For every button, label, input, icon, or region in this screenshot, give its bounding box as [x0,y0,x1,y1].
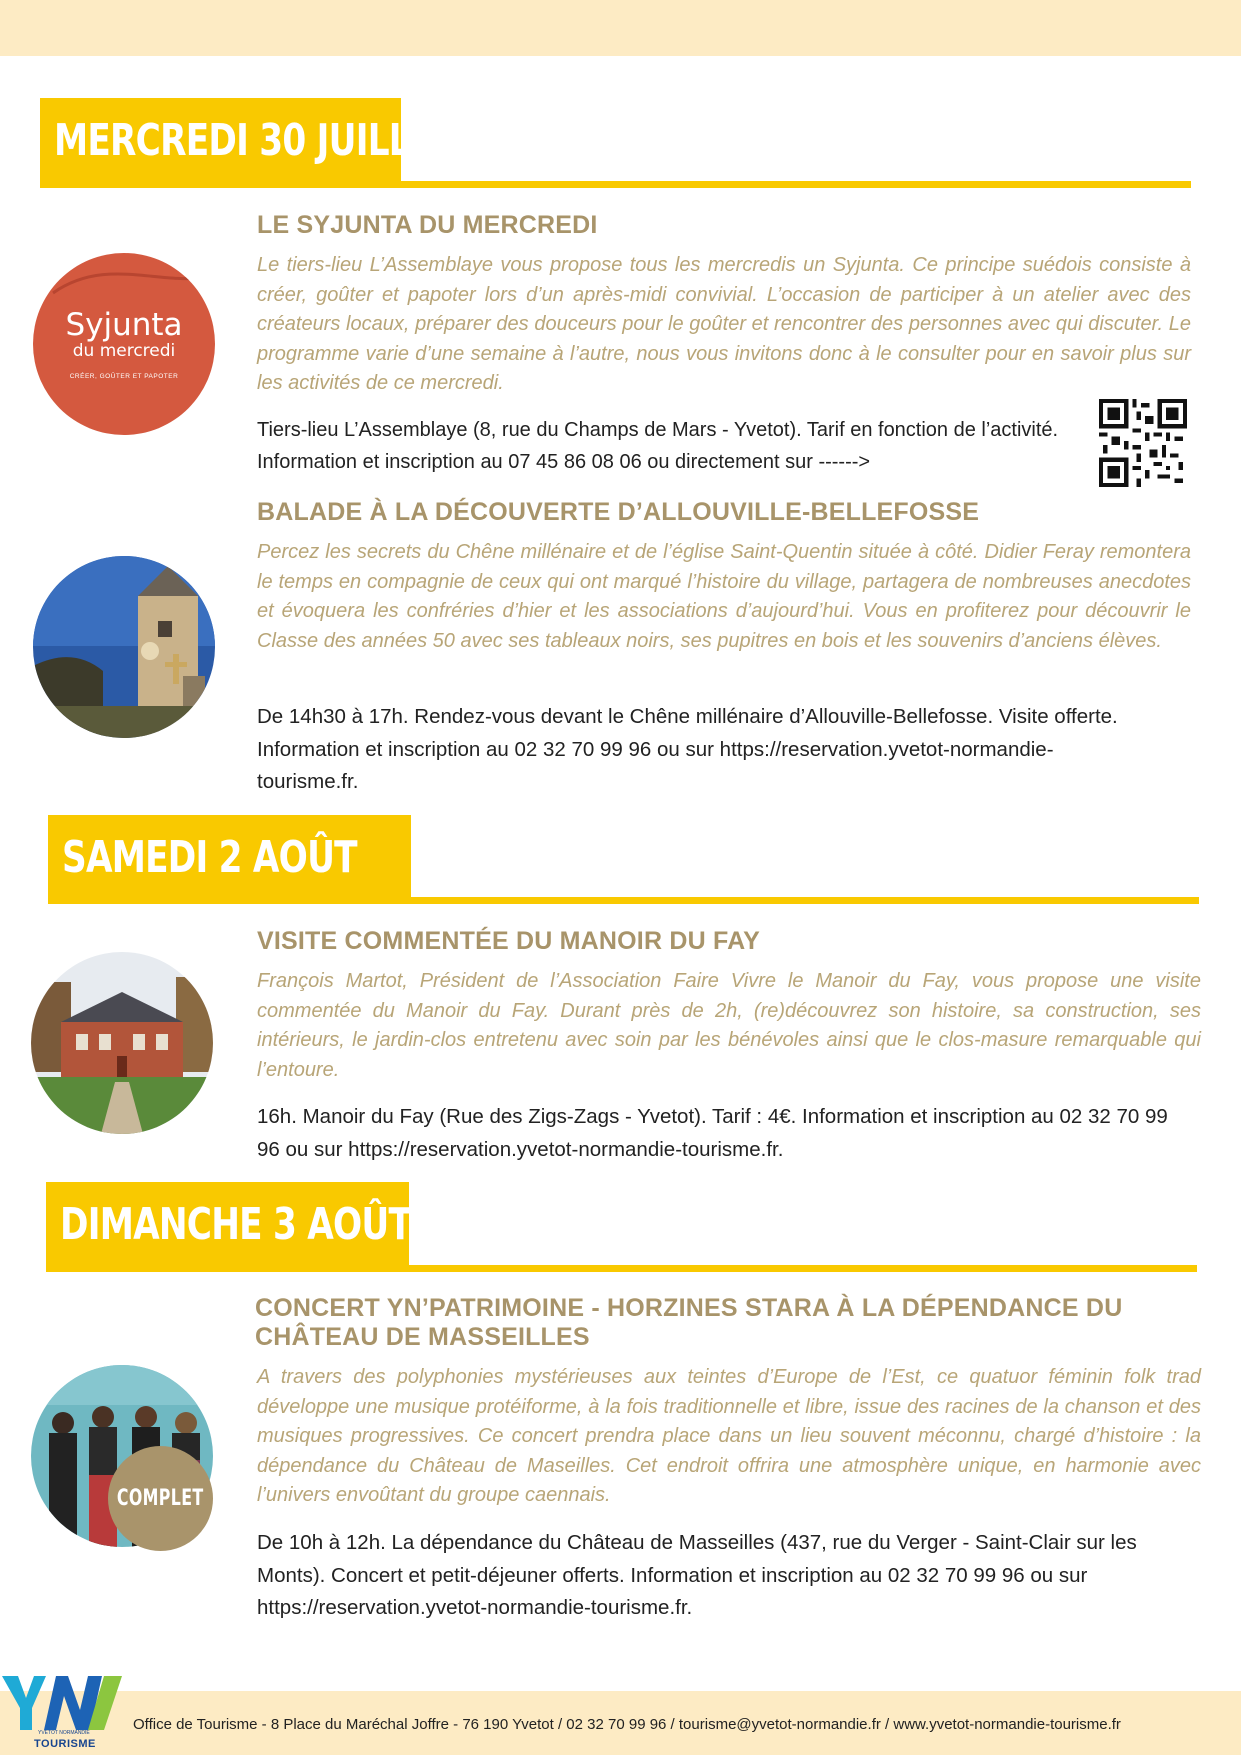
manor-photo [31,952,213,1134]
church-photo [33,556,215,738]
day-banner-1 [40,98,456,184]
event-description: Le tiers-lieu L’Assemblaye vous propose tous les mercredis un Syjunta. Ce principe suédois consiste à créer, goûter et papoter lors d’un après-midi convivial. L’occasion de participer à un atelier avec des créateurs locaux, préparer des douceurs pour le goûter et rencontrer des personnes avec qui discuter. Le programme varie d’une semaine à l’autre, nous vous invitons donc à le consulter pour en savoir plus sur les activités de ce mercredi. [257,254,1191,394]
event-title: VISITE COMMENTÉE DU MANOIR DU FAY [257,927,760,955]
event-description: Percez les secrets du Chêne millénaire et de l’église Saint-Quentin située à côté. Didier Feray remontera le temps en compagnie de ceux qui ont marqué l’histoire du village, partagera de nombreuses anecdotes et évoquera les confréries d’hier et les associations d’aujourd’hui. Vous en profiterez pour découvrir le Classe des années 50 avec ses tableaux noirs, ses pupitres en bois et les souvenirs d’anciens élèves. [257,541,1191,652]
day-divider [48,897,1199,904]
event-title: BALADE À LA DÉCOUVERTE D’ALLOUVILLE-BELLEFOSSE [257,498,980,526]
syjunta-logo [33,253,215,435]
event-title: LE SYJUNTA DU MERCREDI [257,211,598,239]
day-banner-3 [46,1182,412,1268]
qr-code-icon[interactable] [1099,399,1187,487]
event-info: De 10h à 12h. La dépendance du Château de Masseilles (437, rue du Verger - Saint-Clair sur les Monts). Concert et petit-déjeuner offerts. Information et inscription au 02 32 70 99 96 ou sur https://reservation.yvetot-normandie-tourisme.fr. [257,1531,1137,1619]
yn-logo-icon [0,1672,125,1734]
event-title: CONCERT YN’PATRIMOINE - HORZINES STARA À LA DÉPENDANCE DU CHÂTEAU DE MASSEILLES [255,1294,1123,1351]
day-banner-2 [48,815,411,901]
logo-line-1: Syjunta [65,306,183,343]
top-band [0,0,1241,56]
day-divider [40,181,1191,188]
day-divider [46,1265,1197,1272]
tourism-logo [0,1672,125,1755]
logo-line-2: du mercredi [72,340,176,361]
logo-subtitle: YVETOT NORMANDIE [38,1730,90,1736]
footer-contact: Office de Tourisme - 8 Place du Maréchal Joffre - 76 190 Yvetot / 02 32 70 99 96 / tourisme@yvetot-normandie.fr / www.yvetot-normandie-tourisme.fr [133,1716,1121,1733]
sold-out-badge [108,1446,213,1551]
logo-swoosh-icon [33,253,215,435]
event-description: François Martot, Président de l’Association Faire Vivre le Manoir du Fay, vous propose une visite commentée du Manoir du Fay. Durant près de 2h, (re)découvrez son histoire, sa construction, ses intérieurs, le jardin-clos entretenu avec soin par les bénévoles ainsi que le clos-masure remarquable qui l’entoure. [257,970,1201,1081]
event-info: 16h. Manoir du Fay (Rue des Zigs-Zags - Yvetot). Tarif : 4€. Information et inscription au 02 32 70 99 96 ou sur https://reservation.yvetot-normandie-tourisme.fr. [257,1105,1168,1161]
logo-line-3: CRÉER, GOÛTER ET PAPOTER [69,372,179,380]
event-info: De 14h30 à 17h. Rendez-vous devant le Chêne millénaire d’Allouville-Bellefosse. Visite offerte. Information et inscription au 02 32 70 99 96 ou sur https://reservation.yvetot-normandie-tourisme.fr. [257,705,1118,793]
church-photo-image [33,556,215,738]
badge-label: COMPLET [117,1486,204,1511]
event-description: A travers des polyphonies mystérieuses aux teintes d’Europe de l’Est, ce quatuor féminin folk trad développe une musique protéiforme, à la fois traditionnelle et libre, issue des racines de la chanson et des musiques progressives. Ce concert prendra place dans un lieu souvent méconnu, chargé d’histoire : la dépendance du Château de Maseilles. Cet endroit offrira une atmosphère unique, en harmonie avec l’univers envoûtant du groupe caennais. [257,1366,1201,1506]
day-title: MERCREDI 30 JUILLET [54,115,456,166]
manor-photo-image [31,952,213,1134]
day-title: SAMEDI 2 AOÛT [62,832,357,883]
day-title: DIMANCHE 3 AOÛT [60,1199,412,1250]
event-info: Tiers-lieu L’Assemblaye (8, rue du Champs de Mars - Yvetot). Tarif en fonction de l’activité. Information et inscription au 07 45 86 08 06 ou directement sur ------> [257,419,1059,473]
logo-brand: TOURISME [34,1738,96,1750]
